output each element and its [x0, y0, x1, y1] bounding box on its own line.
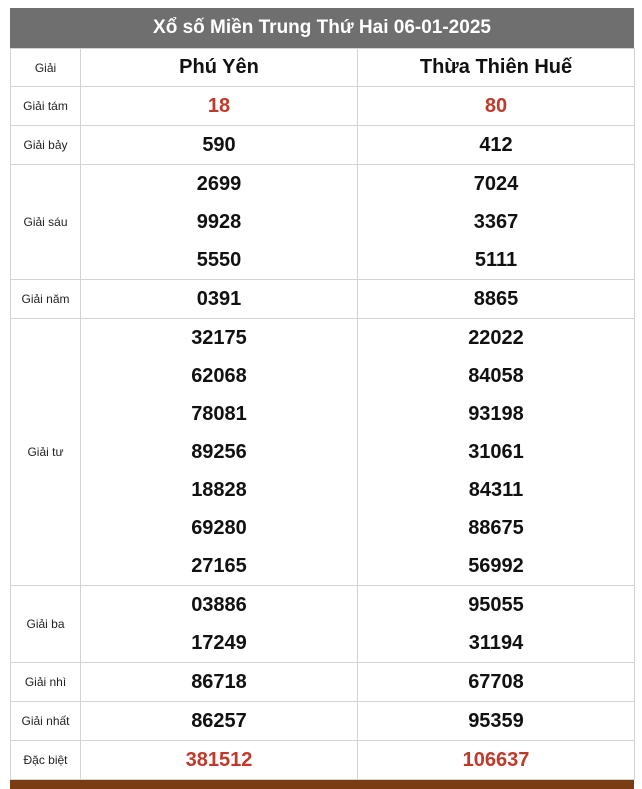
winning-number: 7024 [473, 173, 519, 195]
table-row [11, 702, 635, 741]
prize-label: Giải năm [11, 280, 81, 319]
winning-number: 0391 [196, 288, 242, 310]
results-phu-yen [81, 663, 358, 702]
winning-number: 86718 [191, 671, 247, 693]
winning-number: 17249 [191, 632, 247, 654]
results-phu-yen [81, 126, 358, 165]
winning-number: 84311 [468, 479, 524, 501]
province-header-phu-yen[interactable]: Phú Yên [81, 49, 358, 87]
winning-number: 381512 [185, 749, 253, 771]
prize-label: Đặc biệt [11, 741, 81, 780]
prize-label: Giải nhì [11, 663, 81, 702]
winning-number: 590 [202, 134, 236, 156]
results-thua-thien-hue [358, 87, 635, 126]
winning-number: 2699 [196, 173, 242, 195]
results-phu-yen [81, 319, 358, 586]
winning-number: 5111 [474, 249, 518, 271]
results-thua-thien-hue [358, 663, 635, 702]
winning-number: 67708 [468, 671, 524, 693]
winning-number: 106637 [462, 749, 530, 771]
prize-label: Giải sáu [11, 165, 81, 280]
results-panel [10, 8, 634, 780]
winning-number: 22022 [468, 327, 524, 349]
results-phu-yen [81, 87, 358, 126]
winning-number: 88675 [468, 517, 524, 539]
table-row [11, 741, 635, 780]
table-row [11, 319, 635, 586]
winning-number: 412 [479, 134, 513, 156]
prize-label: Giải ba [11, 586, 81, 663]
results-thua-thien-hue [358, 586, 635, 663]
winning-number: 95359 [468, 710, 524, 732]
winning-number: 18 [207, 95, 231, 117]
results-thua-thien-hue [358, 165, 635, 280]
winning-number: 31061 [468, 441, 524, 463]
table-row [11, 126, 635, 165]
prize-label: Giải tư [11, 319, 81, 586]
table-header-row [11, 49, 635, 87]
winning-number: 80 [484, 95, 508, 117]
winning-number: 5550 [196, 249, 242, 271]
winning-number: 18828 [191, 479, 247, 501]
results-thua-thien-hue [358, 319, 635, 586]
results-thua-thien-hue [358, 280, 635, 319]
winning-number: 8865 [473, 288, 519, 310]
winning-number: 93198 [468, 403, 524, 425]
winning-number: 89256 [191, 441, 247, 463]
results-table [10, 48, 635, 780]
prize-column-header: Giải [11, 49, 81, 87]
table-row [11, 280, 635, 319]
results-phu-yen [81, 586, 358, 663]
winning-number: 32175 [191, 327, 247, 349]
winning-number: 03886 [191, 594, 247, 616]
prize-label: Giải nhất [11, 702, 81, 741]
footer-bar [10, 780, 634, 789]
winning-number: 3367 [473, 211, 519, 233]
table-row [11, 663, 635, 702]
results-phu-yen [81, 741, 358, 780]
prize-label: Giải bảy [11, 126, 81, 165]
winning-number: 69280 [191, 517, 247, 539]
table-row [11, 87, 635, 126]
winning-number: 95055 [468, 594, 524, 616]
table-row [11, 165, 635, 280]
results-thua-thien-hue [358, 741, 635, 780]
winning-number: 78081 [191, 403, 247, 425]
results-thua-thien-hue [358, 702, 635, 741]
page-title: Xổ số Miền Trung Thứ Hai 06-01-2025 [10, 8, 634, 48]
winning-number: 62068 [191, 365, 247, 387]
winning-number: 84058 [468, 365, 524, 387]
winning-number: 9928 [196, 211, 242, 233]
results-thua-thien-hue [358, 126, 635, 165]
winning-number: 86257 [191, 710, 247, 732]
winning-number: 27165 [191, 555, 247, 577]
prize-label: Giải tám [11, 87, 81, 126]
winning-number: 31194 [468, 632, 524, 654]
results-phu-yen [81, 165, 358, 280]
table-row [11, 586, 635, 663]
winning-number: 56992 [468, 555, 524, 577]
province-header-thua-thien-hue[interactable]: Thừa Thiên Huế [358, 49, 635, 87]
results-phu-yen [81, 702, 358, 741]
results-phu-yen [81, 280, 358, 319]
